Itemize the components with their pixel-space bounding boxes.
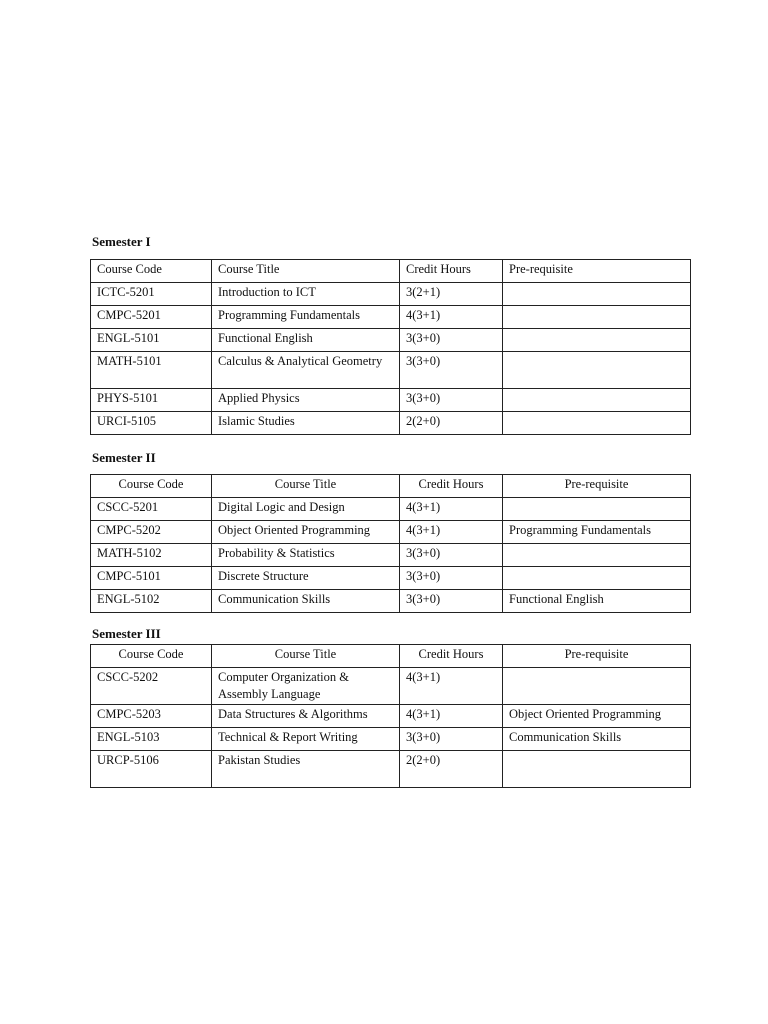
- table-header-row: [91, 260, 691, 283]
- pre-requisite: [503, 389, 691, 412]
- credit-hours: 4(3+1): [400, 521, 503, 544]
- header-course-code: Course Code: [91, 260, 212, 283]
- pre-requisite: Programming Fundamentals: [503, 521, 691, 544]
- table-header-row: [91, 645, 691, 668]
- course-title: Object Oriented Programming: [212, 521, 400, 544]
- header-course-title: Course Title: [212, 645, 400, 668]
- credit-hours: 2(2+0): [400, 751, 503, 788]
- course-title: Technical & Report Writing: [212, 728, 400, 751]
- table-row: [91, 751, 691, 788]
- course-title: Functional English: [212, 329, 400, 352]
- header-credit-hours: Credit Hours: [400, 475, 503, 498]
- semester-2-title: Semester II: [92, 450, 156, 465]
- pre-requisite: [503, 283, 691, 306]
- table-row: [91, 705, 691, 728]
- course-code: ENGL-5102: [91, 590, 212, 613]
- course-code: URCI-5105: [91, 412, 212, 435]
- pre-requisite: [503, 329, 691, 352]
- pre-requisite: [503, 751, 691, 788]
- course-code: PHYS-5101: [91, 389, 212, 412]
- course-title: Pakistan Studies: [212, 751, 400, 788]
- header-credit-hours: Credit Hours: [400, 260, 503, 283]
- table-header-row: [91, 475, 691, 498]
- table-row: [91, 590, 691, 613]
- course-title: Communication Skills: [212, 590, 400, 613]
- pre-requisite: [503, 306, 691, 329]
- course-title: Probability & Statistics: [212, 544, 400, 567]
- course-code: CMPC-5202: [91, 521, 212, 544]
- table-row: [91, 728, 691, 751]
- header-course-code: Course Code: [91, 645, 212, 668]
- pre-requisite: Object Oriented Programming: [503, 705, 691, 728]
- table-row: [91, 412, 691, 435]
- credit-hours: 3(3+0): [400, 544, 503, 567]
- course-title: Discrete Structure: [212, 567, 400, 590]
- credit-hours: 3(2+1): [400, 283, 503, 306]
- course-title: Islamic Studies: [212, 412, 400, 435]
- pre-requisite: [503, 352, 691, 389]
- pre-requisite: [503, 412, 691, 435]
- semester-1-table: [90, 259, 691, 435]
- credit-hours: 3(3+0): [400, 329, 503, 352]
- course-title: Introduction to ICT: [212, 283, 400, 306]
- credit-hours: 4(3+1): [400, 705, 503, 728]
- semester-1-title: Semester I: [92, 234, 151, 249]
- header-credit-hours: Credit Hours: [400, 645, 503, 668]
- semester-2-table: [90, 474, 691, 613]
- course-title: Applied Physics: [212, 389, 400, 412]
- header-course-title: Course Title: [212, 260, 400, 283]
- table-row: [91, 329, 691, 352]
- pre-requisite: [503, 498, 691, 521]
- table-row: [91, 389, 691, 412]
- table-row: [91, 306, 691, 329]
- course-title: Digital Logic and Design: [212, 498, 400, 521]
- header-course-title: Course Title: [212, 475, 400, 498]
- table-row: [91, 352, 691, 389]
- course-title: Calculus & Analytical Geometry: [212, 352, 400, 389]
- header-pre-requisite: Pre-requisite: [503, 260, 691, 283]
- credit-hours: 3(3+0): [400, 352, 503, 389]
- credit-hours: 3(3+0): [400, 567, 503, 590]
- pre-requisite: [503, 567, 691, 590]
- course-title: Data Structures & Algorithms: [212, 705, 400, 728]
- table-row: [91, 521, 691, 544]
- course-code: URCP-5106: [91, 751, 212, 788]
- credit-hours: 4(3+1): [400, 668, 503, 705]
- course-title: Computer Organization & Assembly Language: [212, 668, 400, 705]
- course-code: MATH-5102: [91, 544, 212, 567]
- pre-requisite: [503, 544, 691, 567]
- course-code: ICTC-5201: [91, 283, 212, 306]
- pre-requisite: Functional English: [503, 590, 691, 613]
- table-row: [91, 544, 691, 567]
- header-pre-requisite: Pre-requisite: [503, 645, 691, 668]
- course-code: ENGL-5101: [91, 329, 212, 352]
- pre-requisite: Communication Skills: [503, 728, 691, 751]
- course-code: CMPC-5201: [91, 306, 212, 329]
- course-code: CSCC-5201: [91, 498, 212, 521]
- semester-3-table: [90, 644, 691, 788]
- table-row: [91, 498, 691, 521]
- credit-hours: 3(3+0): [400, 728, 503, 751]
- credit-hours: 4(3+1): [400, 306, 503, 329]
- header-course-code: Course Code: [91, 475, 212, 498]
- table-row: [91, 283, 691, 306]
- credit-hours: 3(3+0): [400, 389, 503, 412]
- header-pre-requisite: Pre-requisite: [503, 475, 691, 498]
- semester-3-title: Semester III: [92, 626, 161, 641]
- course-code: CSCC-5202: [91, 668, 212, 705]
- credit-hours: 4(3+1): [400, 498, 503, 521]
- course-title: Programming Fundamentals: [212, 306, 400, 329]
- table-row: [91, 567, 691, 590]
- course-code: ENGL-5103: [91, 728, 212, 751]
- table-row: [91, 668, 691, 705]
- course-code: CMPC-5101: [91, 567, 212, 590]
- course-code: CMPC-5203: [91, 705, 212, 728]
- pre-requisite: [503, 668, 691, 705]
- course-code: MATH-5101: [91, 352, 212, 389]
- credit-hours: 3(3+0): [400, 590, 503, 613]
- credit-hours: 2(2+0): [400, 412, 503, 435]
